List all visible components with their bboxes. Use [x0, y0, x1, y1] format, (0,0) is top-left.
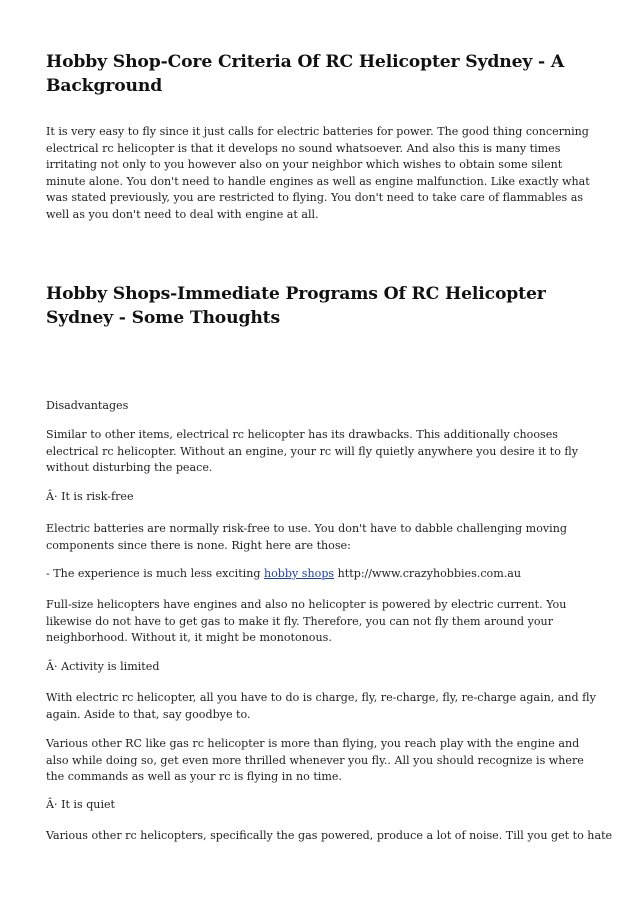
experience-text: - The experience is much less exciting	[46, 567, 264, 580]
activity-limited-item: Â· Activity is limited	[46, 660, 160, 673]
hobby-shops-link[interactable]: hobby shops	[263, 567, 335, 580]
various-rc-paragraph: Various other RC like gas rc helicopter is more than flying, you reach play with the engine and also while doing so, get even more thrilled whenever you fly.. All you should recognize is where the commands as well as your rc is flying in no time.	[46, 737, 584, 784]
similar-paragraph: Similar to other items, electrical rc helicopter has its drawbacks. This additionally chooses electrical rc helicopter. Without an engine, your rc will fly quietly anywhere you desire it to fly without disturbing the peace.	[46, 428, 579, 475]
disadvantages-label: Disadvantages	[46, 399, 129, 412]
full-size-paragraph: Full-size helicopters have engines and also no helicopter is powered by electric current. You likewise do not have to get gas to make it fly. Therefore, you can not fly them around your neighborhood. Without it, it might be monotonous.	[46, 598, 567, 645]
heading-core-criteria: Hobby Shop-Core Criteria Of RC Helicopter Sydney - A Background	[46, 52, 565, 96]
it-is-quiet-item: Â· It is quiet	[46, 798, 116, 811]
intro-paragraph: It is very easy to fly since it just calls for electric batteries for power. The good thing concerning electrical rc helicopter is that it develops no sound whatsoever. And also this is many times irritating not only to you however also on your neighbor which wishes to obtain some silent minute alone. You don't need to handle engines as well as engine malfunction. Like exactly what was stated previously, you are restricted to flying. You don't need to take care of flammables as well as you don't need to deal with engine at all.	[46, 125, 590, 221]
experience-paragraph	[46, 566, 521, 583]
heading-immediate-programs: Hobby Shops-Immediate Programs Of RC Helicopter Sydney - Some Thoughts	[46, 284, 546, 328]
risk-free-item: Â· It is risk-free	[46, 490, 134, 503]
electric-batteries-paragraph: Electric batteries are normally risk-free to use. You don't have to dabble challenging moving components since there is none. Right here are those:	[46, 522, 567, 552]
with-electric-paragraph: With electric rc helicopter, all you have to do is charge, fly, re-charge, fly, re-charge again, and fly again. Aside to that, say goodbye to.	[46, 691, 596, 721]
various-helicopters-paragraph: Various other rc helicopters, specifically the gas powered, produce a lot of noise. Till you get to hate	[46, 829, 613, 842]
experience-url: http://www.crazyhobbies.com.au	[334, 567, 522, 580]
